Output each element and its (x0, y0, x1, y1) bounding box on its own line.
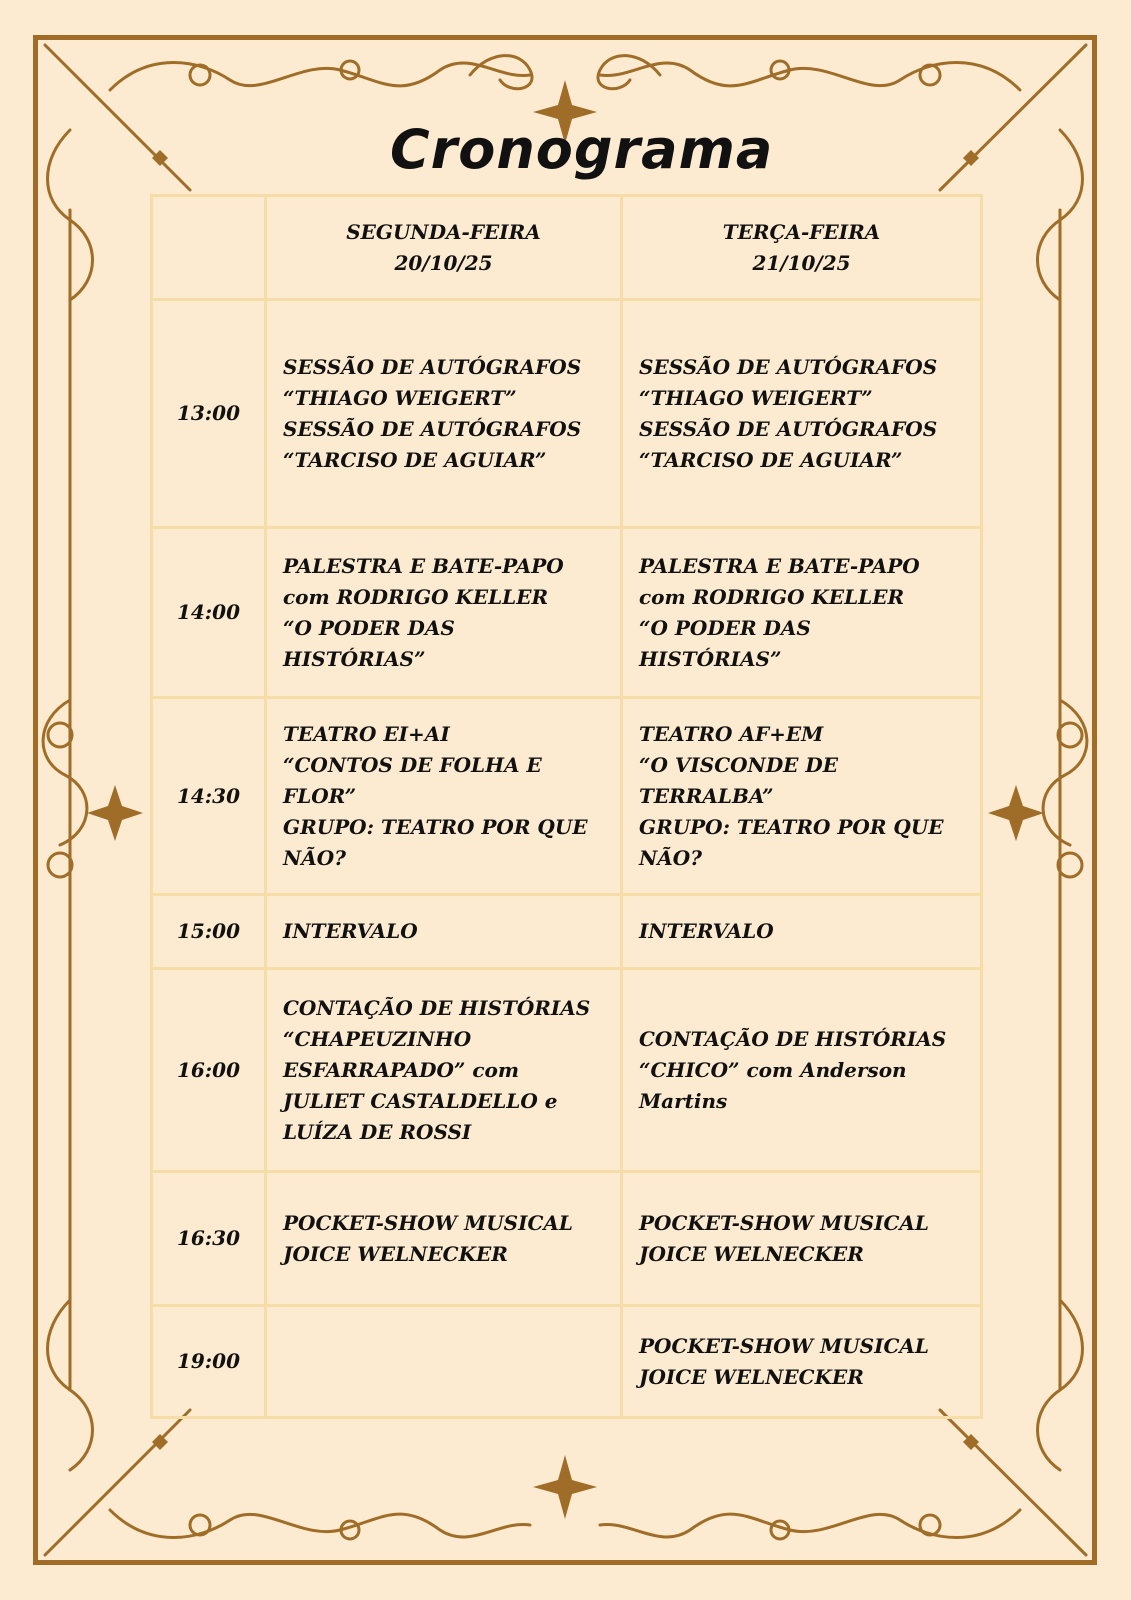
day2-cell: POCKET-SHOW MUSICAL JOICE WELNECKER (622, 1306, 982, 1418)
time-cell: 16:00 (152, 969, 266, 1172)
day1-cell: PALESTRA E BATE-PAPO com RODRIGO KELLER “O PODER DAS HISTÓRIAS” (266, 528, 622, 698)
table-row (152, 300, 982, 528)
table-row (152, 1172, 982, 1306)
table-row (152, 895, 982, 969)
day1-cell: TEATRO EI+AI “CONTOS DE FOLHA E FLOR” GRUPO: TEATRO POR QUE NÃO? (266, 698, 622, 895)
time-cell: 19:00 (152, 1306, 266, 1418)
day2-cell: SESSÃO DE AUTÓGRAFOS “THIAGO WEIGERT” SESSÃO DE AUTÓGRAFOS “TARCISO DE AGUIAR” (622, 300, 982, 528)
table-row (152, 698, 982, 895)
day2-cell: INTERVALO (622, 895, 982, 969)
time-cell: 15:00 (152, 895, 266, 969)
schedule-table (150, 194, 980, 1419)
time-cell: 14:30 (152, 698, 266, 895)
day1-cell: INTERVALO (266, 895, 622, 969)
page-title: Cronograma (390, 118, 774, 181)
table-row (152, 969, 982, 1172)
day2-cell: CONTAÇÃO DE HISTÓRIAS “CHICO” com Anderson Martins (622, 969, 982, 1172)
time-cell: 16:30 (152, 1172, 266, 1306)
time-cell: 13:00 (152, 300, 266, 528)
day1-cell (266, 1306, 622, 1418)
day1-cell: SESSÃO DE AUTÓGRAFOS “THIAGO WEIGERT” SESSÃO DE AUTÓGRAFOS “TARCISO DE AGUIAR” (266, 300, 622, 528)
day2-cell: POCKET-SHOW MUSICAL JOICE WELNECKER (622, 1172, 982, 1306)
day1-cell: POCKET-SHOW MUSICAL JOICE WELNECKER (266, 1172, 622, 1306)
day2-header: TERÇA-FEIRA 21/10/25 (622, 196, 982, 300)
day2-cell: TEATRO AF+EM “O VISCONDE DE TERRALBA” GRUPO: TEATRO POR QUE NÃO? (622, 698, 982, 895)
table-row (152, 1306, 982, 1418)
day1-cell: CONTAÇÃO DE HISTÓRIAS “CHAPEUZINHO ESFARRAPADO” com JULIET CASTALDELLO e LUÍZA DE ROSSI (266, 969, 622, 1172)
table-header-row (152, 196, 982, 300)
time-cell: 14:00 (152, 528, 266, 698)
corner-cell (152, 196, 266, 300)
table-row (152, 528, 982, 698)
day2-cell: PALESTRA E BATE-PAPO com RODRIGO KELLER “O PODER DAS HISTÓRIAS” (622, 528, 982, 698)
day1-header: SEGUNDA-FEIRA 20/10/25 (266, 196, 622, 300)
